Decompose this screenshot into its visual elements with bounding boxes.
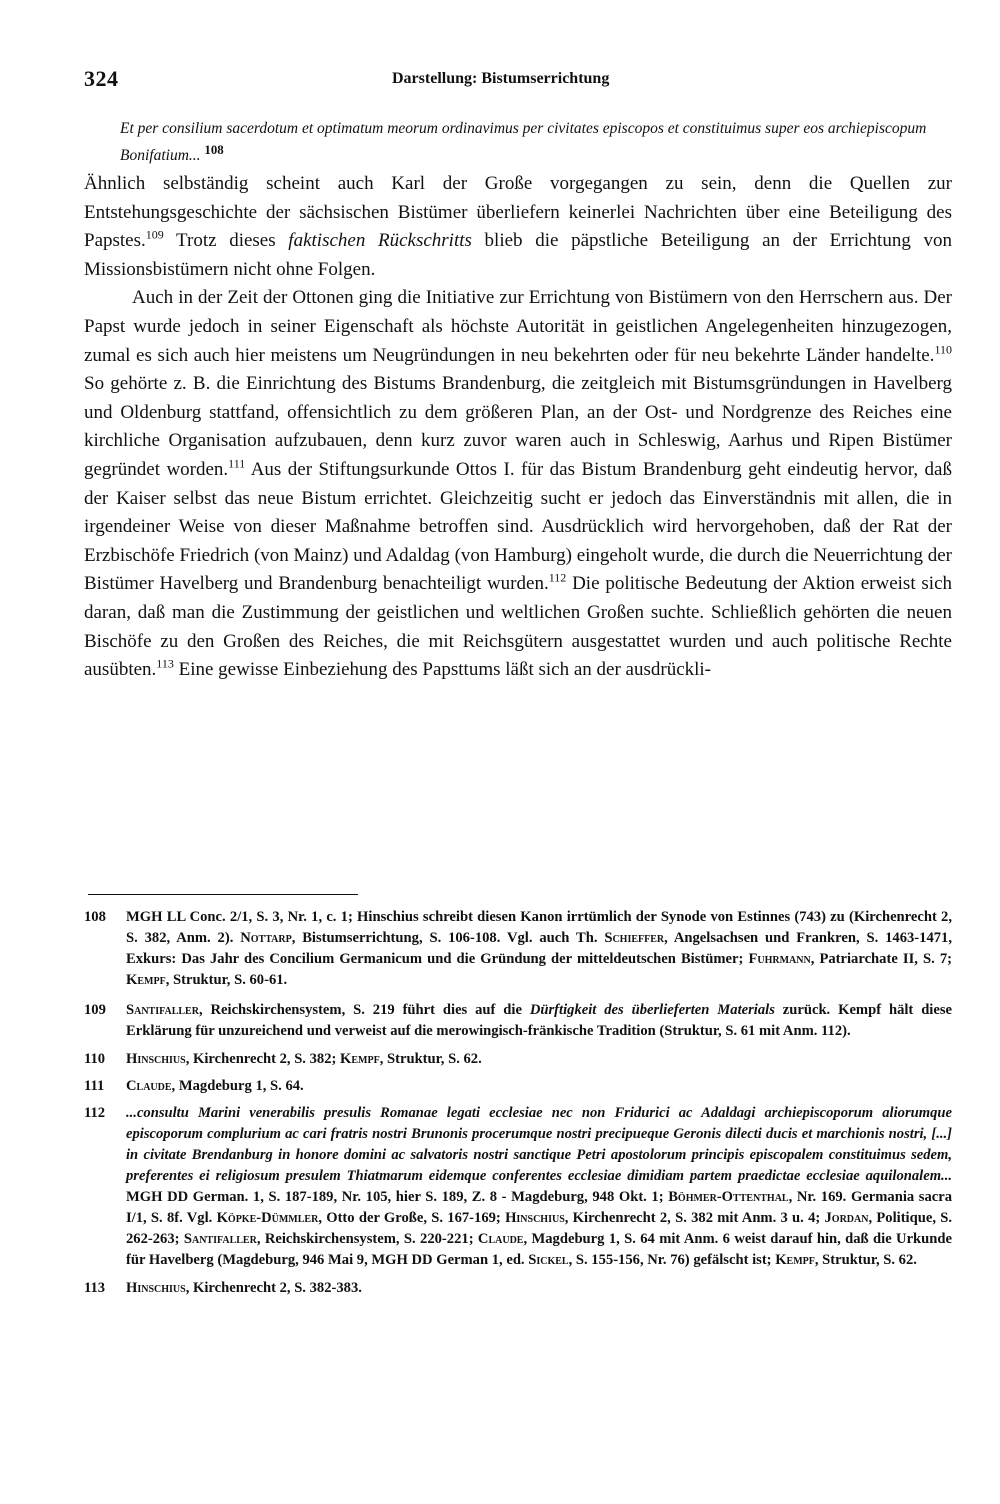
text-run: Aus der Stiftungsurkunde Ottos I. für das Bistum Brandenburg geht eindeutig hervor, daß der Kaiser selbst das neue Bistum errichtet. Gleichzeitig sucht er jedoch das Einverständnis mit allen, die in irgendeiner Weise von dieser Maßnahme betroffen sind. Ausdrücklich wird hervorgehoben, daß der Rat der Erzbischöfe Friedrich (von Mainz) und Adaldag (von Hamburg) eingeholt wurde, die durch die Neuerrichtung der Bistümer Havelberg und Brandenburg benachteiligt wurden. (84, 458, 952, 595)
author-name: Claude (126, 1077, 172, 1094)
author-name: Fuhrmann (748, 951, 811, 968)
text-run: , Magdeburg 1, S. 64 mit Anm. 6 weist darauf hin, daß die Urkunde für Havelberg (Magdeburg, 946 Mai 9, MGH DD German 1, ed. (126, 1231, 952, 1269)
footnote-112 (84, 1103, 952, 1272)
text-run: , Reichskirchensystem, S. 220-221; (256, 1231, 478, 1248)
text-run: , Magdeburg 1, S. 64. (171, 1077, 304, 1094)
running-title: Darstellung: Bistumserrichtung (392, 70, 610, 87)
footnote-108 (84, 907, 952, 991)
text-run: So gehörte z. B. die Einrichtung des Bistums Brandenburg, die zeitgleich mit Bistumsgründungen in Havelberg und Oldenburg stattfand, offensichtlich zu dem größeren Plan, an der Ost- und Nordgrenze des Reiches eine kirchliche Organisation aufzubauen, denn kurz zuvor waren auch in Schleswig, Aarhus und Ripen Bistümer gegründet worden. (84, 373, 952, 480)
footnote-ref: 111 (228, 456, 246, 471)
text-run: Auch in der Zeit der Ottonen ging die Initiative zur Errichtung von Bistümern von den Herrschern aus. Der Papst wurde jedoch in seiner Eigenschaft als höchste Autorität in geistlichen Angelegenheiten hinzugezogen, zumal es sich auch hier meistens um Neugründungen in neu bekehrten oder für neu bekehrte Länder handelte. (84, 287, 952, 366)
footnote-110 (84, 1049, 952, 1070)
text-run: , Patriarchate II, S. 7; (810, 951, 953, 968)
text-run: , Angelsachsen und Frankren, S. 1463-1471, Exkurs: Das Jahr des Concilium Germanicum und die Gründung der mitteldeutschen Bistümer; (126, 930, 952, 968)
text-run: , Nr. 169. Germania sacra I/1, S. 8f. Vgl. (126, 1189, 953, 1227)
text-run: , Kirchenrecht 2, S. 382 mit Anm. 3 u. 4; (564, 1210, 825, 1227)
footnote-divider (88, 894, 358, 895)
footnote-109 (84, 1000, 952, 1042)
emphasis: faktischen Rückschritts (288, 230, 472, 252)
author-name: Santifaller (126, 1002, 199, 1019)
footnote-113 (84, 1278, 952, 1299)
text-run: MGH LL Conc. 2/1, S. 3, Nr. 1, c. 1; Hinschius schreibt diesen Kanon irrtümlich der Synode von Estinnes (743) zu (Kirchenrecht 2, S. 382, Anm. 2). (126, 909, 952, 947)
footnote-number: 113 (84, 1279, 106, 1296)
footnote-number: 108 (84, 909, 106, 925)
author-name: Kempf (340, 1050, 380, 1067)
text-run: , Struktur, S. 62. (379, 1050, 482, 1067)
author-name: Hinschius (505, 1210, 565, 1227)
author-name: Sickel (528, 1252, 569, 1269)
footnote-number: 111 (84, 1077, 105, 1094)
text-run: MGH DD German. 1, S. 187-189, Nr. 105, hier S. 189, Z. 8 - Magdeburg, 948 Okt. 1; (126, 1189, 669, 1206)
author-name: Böhmer-Ottenthal (668, 1189, 789, 1206)
footnote-number: 110 (84, 1050, 106, 1067)
text-run: Eine gewisse Einbeziehung des Papsttums läßt sich an der ausdrückli- (173, 659, 712, 681)
footnote-number: 109 (84, 1002, 106, 1019)
footnote-ref: 112 (548, 570, 567, 585)
author-name: Santifaller (183, 1231, 257, 1248)
footnote-number: 112 (84, 1104, 106, 1121)
author-name: Nottarp (240, 930, 292, 947)
author-name: Hinschius (126, 1279, 186, 1296)
latin-citation: ...consultu Marini venerabilis presulis Romanae legati ecclesiae nec non Fridurici ac Adaldagi archiepiscoporum aliorumque episcoporum complurium ac cari fratris nostri Brunonis procerumque nostri precipueque Geronis dilecti ducis et marchionis nostri, [...] in civitate Brendanburg in honore domini ac salvatoris nostri sanctique Petri apostolorum principis episcopalem constituimus sedem, preferentes ei religiosum presulem Thiatmarum eidemque conferentes ecclesiae dimidiam partem praedictae ecclesiae aquilonalem... (126, 1104, 952, 1185)
text-run: , S. 155-156, Nr. 76) gefälscht ist; (568, 1252, 776, 1269)
text-run: , Kirchenrecht 2, S. 382; (185, 1050, 341, 1067)
footnote-ref: 108 (204, 142, 224, 157)
text-run: , Struktur, S. 60-61. (165, 972, 288, 989)
text-run: , Kirchenrecht 2, S. 382-383. (185, 1279, 362, 1296)
footnotes (84, 907, 952, 1299)
author-name: Köpke-Dümmler (216, 1210, 319, 1227)
footnote-111 (84, 1076, 952, 1097)
text-run: zurück. Kempf hält diese Erklärung für unzureichend und verweist auf die merowingisch-fränkische Tradition (Struktur, S. 61 mit Anm. 112). (126, 1002, 952, 1040)
main-text (84, 170, 952, 685)
text-run: Ähnlich selbständig scheint auch Karl der Große vorgegangen zu sein, denn die Quellen zur Entstehungsgeschichte der sächsischen Bistümer überliefern keinerlei Nachrichten über eine Beteiligung des Papstes. (84, 173, 952, 252)
text-run: , Struktur, S. 62. (814, 1252, 917, 1269)
page-number: 324 (84, 66, 119, 91)
author-name: Kempf (126, 972, 166, 989)
author-name: Schieffer (604, 930, 665, 947)
footnote-ref: 110 (934, 342, 952, 357)
paragraph-1 (84, 170, 952, 284)
author-name: Kempf (775, 1252, 815, 1269)
author-name: Claude (477, 1231, 524, 1248)
quote-text: Et per consilium sacerdotum et optimatum meorum ordinavimus per civitates episcopos et constituimus super eos archiepiscopum Bonifatium... (120, 120, 927, 165)
text-run: , Reichskirchensystem, S. 219 führt dies auf die (198, 1002, 530, 1019)
author-name: Hinschius (126, 1050, 186, 1067)
text-run: blieb die päpstliche Beteiligung an der Errichtung von Missionsbistümern nicht ohne Folgen. (84, 230, 952, 280)
text-run: , Bistumserrichtung, S. 106-108. Vgl. auch Th. (291, 930, 605, 947)
text-run: , Politique, S. 262-263; (126, 1210, 952, 1248)
author-name: Jordan (824, 1210, 869, 1227)
latin-quote (120, 118, 952, 166)
text-run: Die politische Bedeutung der Aktion erweist sich daran, daß man die Zustimmung der geistlichen und weltlichen Großen suchte. Schließlich gehörten die neuen Bischöfe zu den Großen des Reiches, die mit Reichsgütern ausgestattet wurden und auch politische Rechte ausübten. (84, 573, 953, 681)
text-run: , Otto der Große, S. 167-169; (318, 1210, 506, 1227)
footnote-ref: 109 (145, 227, 164, 242)
emphasis: Dürftigkeit des überlieferten Materials (529, 1002, 775, 1019)
paragraph-2 (84, 284, 952, 684)
footnote-ref: 113 (156, 656, 174, 671)
text-run: Trotz dieses (163, 230, 289, 252)
